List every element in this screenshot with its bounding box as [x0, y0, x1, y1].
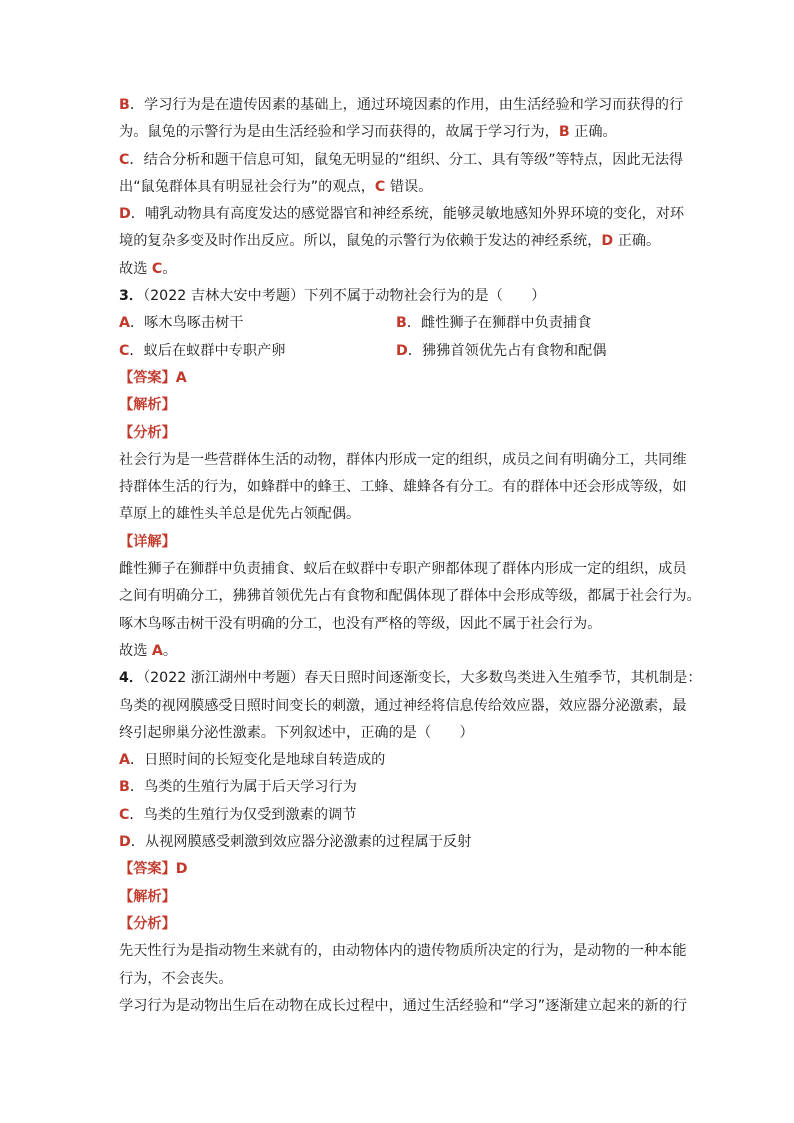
option-d-explanation-text: D．哺乳动物具有高度发达的感觉器官和神经系统，能够灵敏地感知外界环境的变化，对环	[119, 206, 685, 223]
option-b-explanation-line-2	[119, 119, 679, 146]
question-4-fenxi-line-1: 先天性行为是指动物生来就有的，由动物体内的遗传物质所决定的行为，是动物的一种本能	[119, 943, 687, 960]
option-d-explanation-line-2	[119, 228, 679, 255]
question-3-option-d: D．狒狒首领优先占有食物和配偶	[396, 342, 607, 359]
question-4-source: （2022 浙江湖州中考题）	[143, 670, 305, 687]
previous-answer-conclusion: 故选 C。	[119, 260, 177, 277]
option-c-explanation-text-2: 出“鼠兔群体具有明显社会行为”的观点，	[119, 178, 375, 195]
option-b-explanation-text-2: 为。鼠兔的示警行为是由生活经验和学习而获得的，故属于学习行为，	[119, 124, 559, 141]
option-c-explanation-text: C．结合分析和题干信息可知，鼠兔无明显的“组织、分工、具有等级”等特点，因此无法得	[119, 151, 684, 168]
option-c-explanation-line-1	[119, 147, 684, 174]
question-3-option-c: C．蚁后在蚁群中专职产卵	[119, 342, 286, 359]
question-3-detail-label: 【详解】	[119, 533, 176, 550]
option-b-verdict: B 正确。	[558, 124, 617, 141]
question-3-fenxi-line-2: 持群体生活的行为，如蜂群中的蜂王、工蜂、雄蜂各有分工。有的群体中还会形成等级，如	[119, 479, 687, 496]
question-4-fenxi-line-2: 行为，不会丧失。	[119, 970, 233, 987]
option-d-explanation-line-1	[119, 201, 685, 228]
question-4-stem-line-1	[119, 665, 702, 692]
question-3-option-a: A．啄木鸟啄击树干	[119, 315, 244, 332]
question-3-detail-line-2: 之间有明确分工，狒狒首领优先占有食物和配偶体现了群体中会形成等级，都属于社会行为。	[119, 588, 701, 605]
question-3-option-b: B．雌性狮子在狮群中负责捕食	[396, 315, 592, 332]
question-3-stem	[119, 283, 679, 310]
question-4-fenxi-line-3: 学习行为是动物出生后在动物在成长过程中，通过生活经验和“学习”逐渐建立起来的新的行	[119, 997, 688, 1014]
question-3-answer: 【答案】A	[119, 369, 187, 386]
question-3-options-row-2	[119, 338, 679, 365]
question-3-text: 下列不属于动物社会行为的是（ ）	[304, 288, 546, 305]
question-3-fenxi-label: 【分析】	[119, 424, 176, 441]
question-4-option-d: D．从视网膜感受刺激到效应器分泌激素的过程属于反射	[119, 834, 472, 851]
option-c-verdict: C 错误。	[374, 178, 433, 195]
question-3-detail-line-3: 啄木鸟啄击树干没有明确的分工，也没有严格的等级，因此不属于社会行为。	[119, 615, 602, 632]
question-3-number: 3．	[119, 288, 144, 305]
question-4-option-b: B．鸟类的生殖行为属于后天学习行为	[119, 779, 357, 796]
question-4-text-1: 春天日照时间逐渐变长，大多数鸟类进入生殖季节，其机制是：	[304, 670, 702, 687]
question-3-conclusion: 故选 A。	[119, 642, 178, 659]
question-3-detail-line-1: 雌性狮子在狮群中负责捕食、蚁后在蚁群中专职产卵都体现了群体内形成一定的组织，成员	[119, 561, 687, 578]
question-4-stem-line-3: 终引起卵巢分泌性激素。下列叙述中，正确的是（ ）	[119, 724, 474, 741]
question-3-fenxi-line-3: 草原上的雄性头羊总是优先占领配偶。	[119, 506, 361, 523]
question-4-number: 4．	[119, 670, 144, 687]
question-3-options-row-1	[119, 310, 679, 337]
question-4-option-c: C．鸟类的生殖行为仅受到激素的调节	[119, 806, 357, 823]
document-page	[119, 92, 702, 1020]
option-d-explanation-text-2: 境的复杂多变及时作出反应。所以，鼠兔的示警行为依赖于发达的神经系统，	[119, 233, 602, 250]
question-4-analysis-label: 【解析】	[119, 888, 176, 905]
question-4-fenxi-label: 【分析】	[119, 915, 176, 932]
option-d-verdict: D 正确。	[601, 233, 661, 250]
question-3-source: （2022 吉林大安中考题）	[143, 288, 305, 305]
question-4-stem-line-2: 鸟类的视网膜感受日照时间变长的刺激，通过神经将信息传给效应器，效应器分泌激素，最	[119, 697, 687, 714]
option-b-explanation-text: B．学习行为是在遗传因素的基础上，通过环境因素的作用，由生活经验和学习而获得的行	[119, 97, 684, 113]
option-c-explanation-line-2	[119, 174, 679, 201]
question-4-answer: 【答案】D	[119, 861, 188, 878]
question-4-option-a: A．日照时间的长短变化是地球自转造成的	[119, 752, 386, 769]
option-b-explanation-line-1	[119, 92, 684, 119]
question-3-fenxi-line-1: 社会行为是一些营群体生活的动物，群体内形成一定的组织，成员之间有明确分工，共同维	[119, 451, 687, 468]
question-3-analysis-label: 【解析】	[119, 397, 176, 414]
